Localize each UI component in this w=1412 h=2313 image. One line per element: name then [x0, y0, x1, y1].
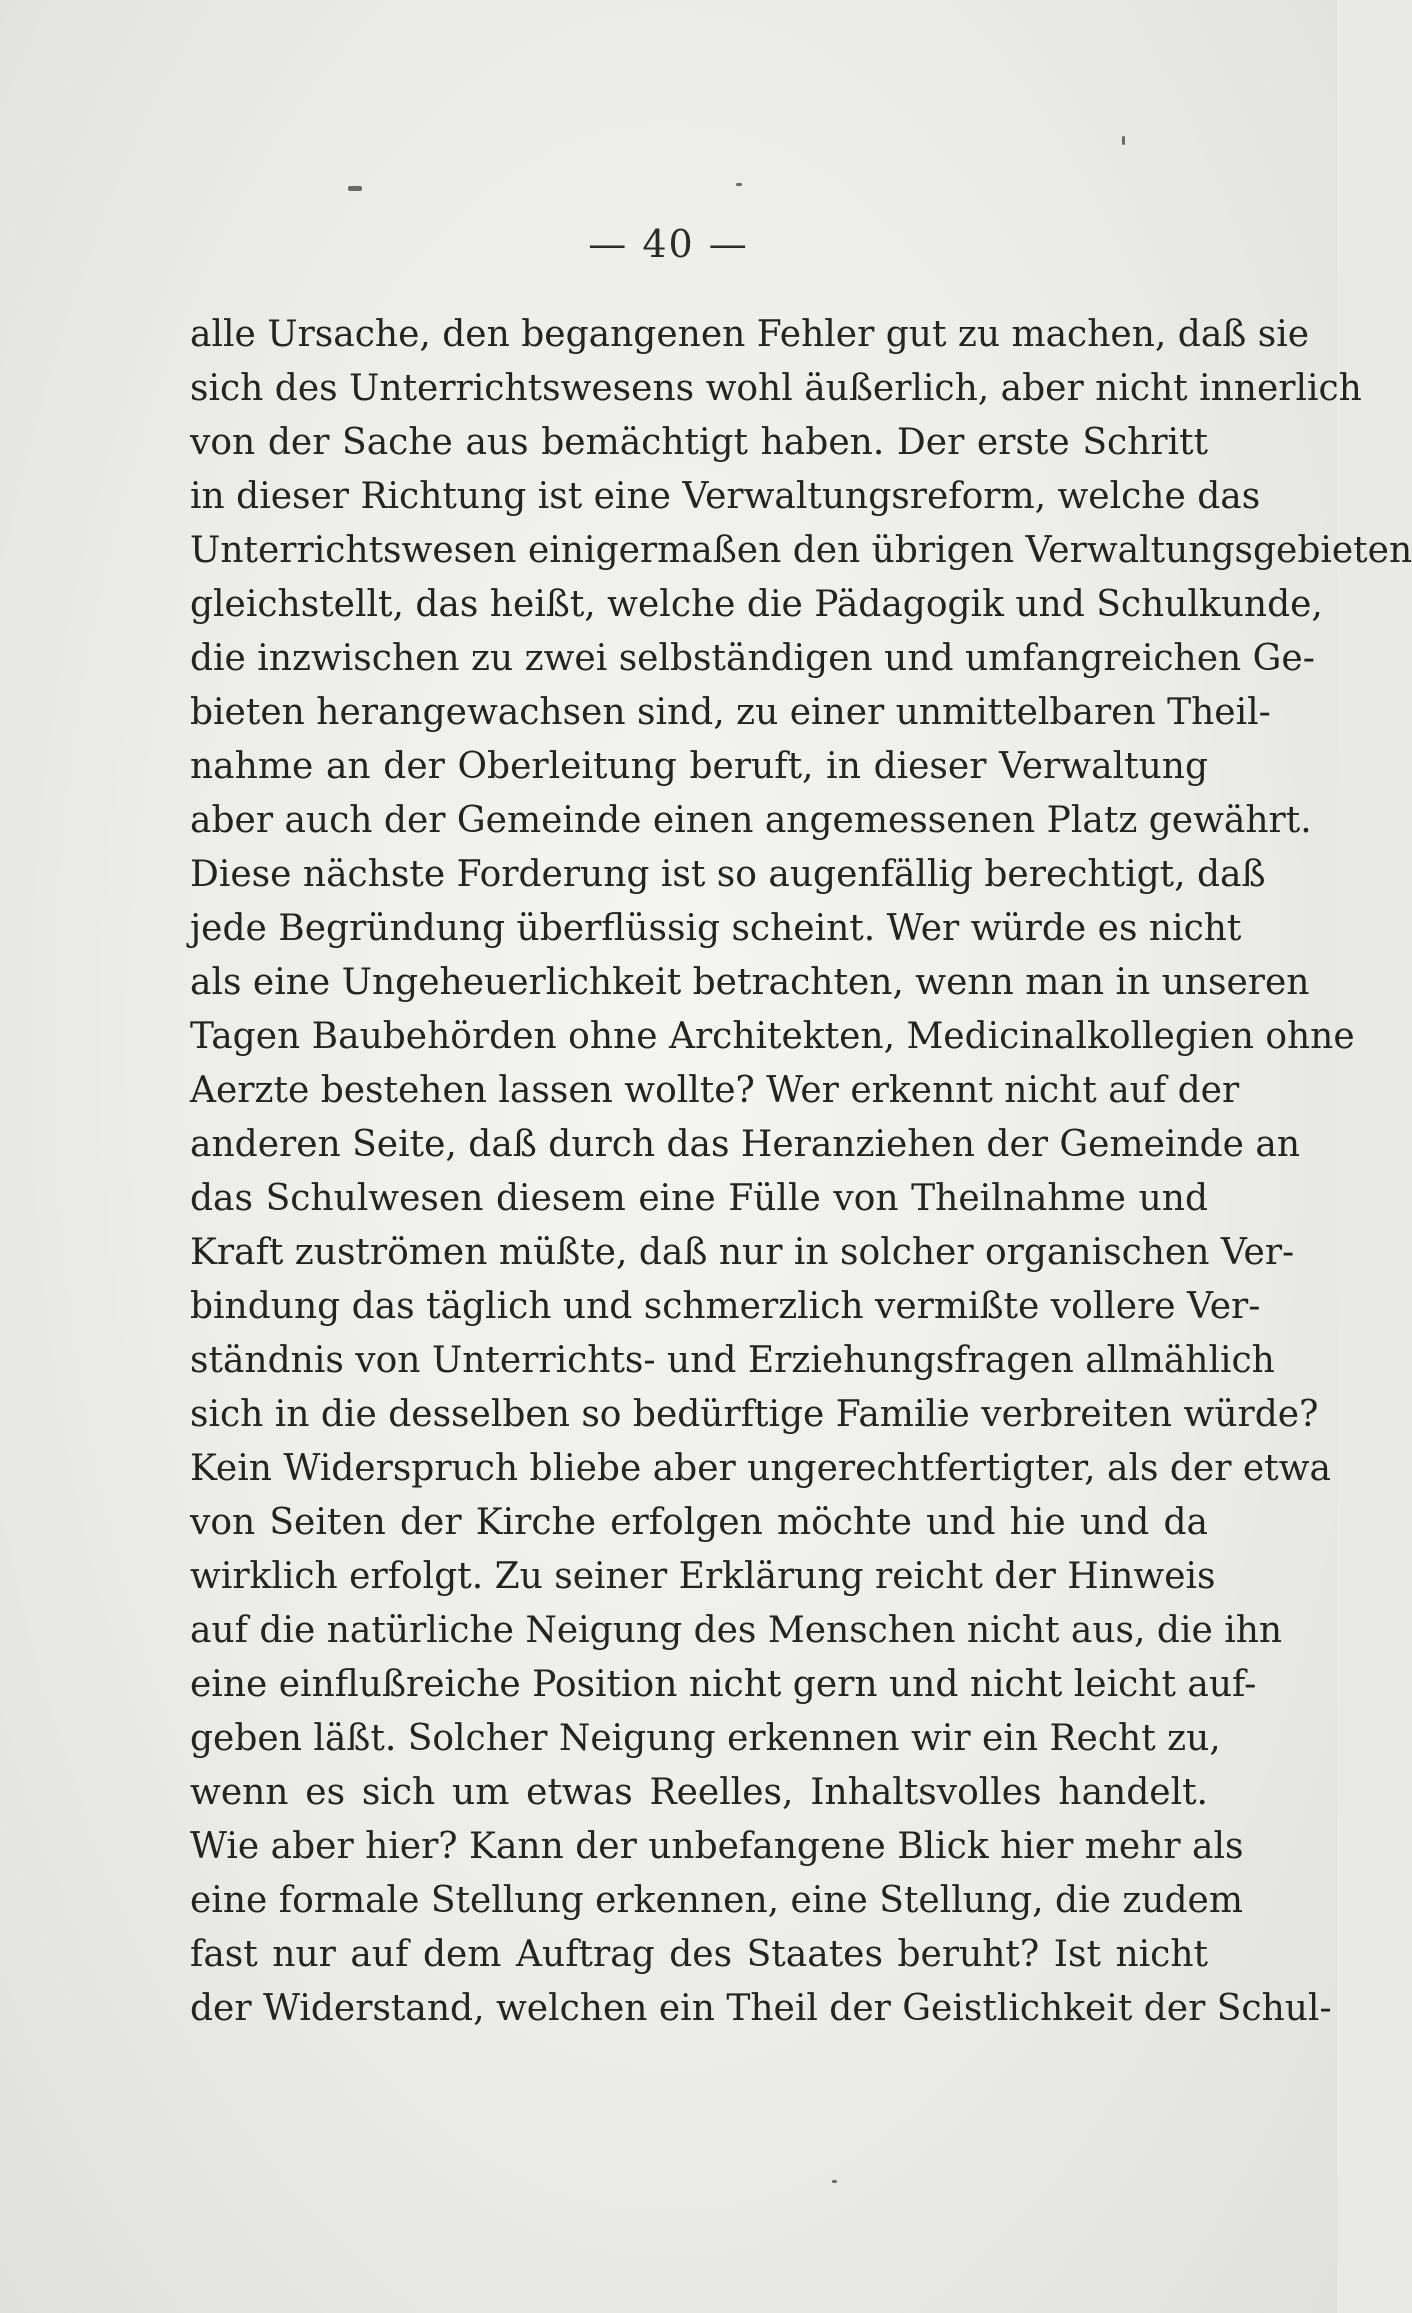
text-line: nahme an der Oberleitung beruft, in dieser Verwaltung: [190, 746, 1208, 787]
text-line: der Widerstand, welchen ein Theil der Geistlichkeit der Schul-: [190, 1988, 1332, 2029]
text-line: gleichstellt, das heißt, welche die Pädagogik und Schulkunde,: [190, 584, 1323, 625]
text-line: ständnis von Unterrichts- und Erziehungsfragen allmählich: [190, 1340, 1275, 1381]
text-line: Kraft zuströmen müßte, daß nur in solcher organischen Ver-: [190, 1232, 1295, 1273]
text-line: eine formale Stellung erkennen, eine Stellung, die zudem: [190, 1880, 1243, 1921]
text-line: von Seiten der Kirche erfolgen möchte und hie und da: [190, 1502, 1208, 1543]
text-line: das Schulwesen diesem eine Fülle von Theilnahme und: [190, 1178, 1208, 1219]
text-line: bieten herangewachsen sind, zu einer unmittelbaren Theil-: [190, 692, 1271, 733]
print-speck: [348, 186, 362, 191]
text-line: Aerzte bestehen lassen wollte? Wer erkennt nicht auf der: [190, 1070, 1240, 1111]
text-line: bindung das täglich und schmerzlich vermißte vollere Ver-: [190, 1286, 1261, 1327]
text-line: Kein Widerspruch bliebe aber ungerechtfertigter, als der etwa: [190, 1448, 1331, 1489]
text-line: wirklich erfolgt. Zu seiner Erklärung reicht der Hinweis: [190, 1556, 1216, 1597]
text-line: Unterrichtswesen einigermaßen den übrigen Verwaltungsgebieten: [190, 530, 1412, 571]
text-line: sich des Unterrichtswesens wohl äußerlich, aber nicht innerlich: [190, 368, 1362, 409]
text-line: die inzwischen zu zwei selbständigen und umfangreichen Ge-: [190, 638, 1315, 679]
text-line: in dieser Richtung ist eine Verwaltungsreform, welche das: [190, 476, 1261, 517]
text-line: als eine Ungeheuerlichkeit betrachten, wenn man in unseren: [190, 962, 1310, 1003]
page-number: — 40 —: [588, 222, 749, 266]
text-line: Tagen Baubehörden ohne Architekten, Medicinalkollegien ohne: [190, 1016, 1355, 1057]
text-line: anderen Seite, daß durch das Heranziehen der Gemeinde an: [190, 1124, 1301, 1165]
text-line: jede Begründung überflüssig scheint. Wer würde es nicht: [190, 908, 1242, 949]
text-line: sich in die desselben so bedürftige Familie verbreiten würde?: [190, 1394, 1319, 1435]
text-line: fast nur auf dem Auftrag des Staates beruht? Ist nicht: [190, 1934, 1208, 1975]
text-line: auf die natürliche Neigung des Menschen nicht aus, die ihn: [190, 1610, 1283, 1651]
text-line: eine einflußreiche Position nicht gern und nicht leicht auf-: [190, 1664, 1257, 1705]
body-text: [190, 308, 1412, 2036]
text-line: aber auch der Gemeinde einen angemessenen Platz gewährt.: [190, 800, 1312, 841]
print-speck: [736, 183, 742, 186]
text-line: Wie aber hier? Kann der unbefangene Blick hier mehr als: [190, 1826, 1244, 1867]
print-speck: [1122, 136, 1125, 145]
text-line: alle Ursache, den begangenen Fehler gut zu machen, daß sie: [190, 314, 1310, 355]
print-speck: [832, 2180, 837, 2183]
text-line: wenn es sich um etwas Reelles, Inhaltsvolles handelt.: [190, 1772, 1208, 1813]
text-line: geben läßt. Solcher Neigung erkennen wir ein Recht zu,: [190, 1718, 1221, 1759]
text-line: Diese nächste Forderung ist so augenfällig berechtigt, daß: [190, 854, 1266, 895]
text-line: von der Sache aus bemächtigt haben. Der erste Schritt: [190, 422, 1208, 463]
